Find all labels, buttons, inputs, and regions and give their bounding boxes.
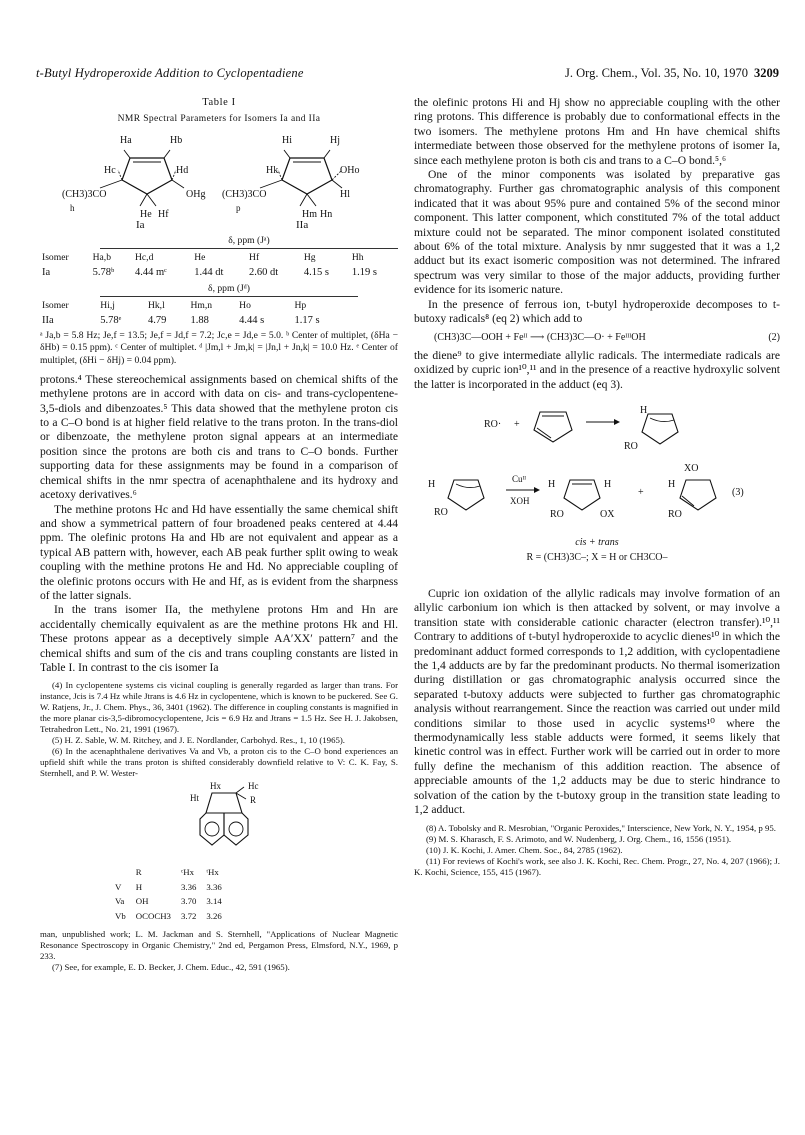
scheme-ro-top: RO xyxy=(624,441,638,453)
label-hm: Hm xyxy=(302,208,317,220)
table-cell: Ia xyxy=(42,266,51,278)
footnote-11: (11) For reviews of Kochi's work, see also J. K. Kochi, Rec. Chem. Progr., 27, No. 4, 207 (1966); J. K. Kochi, Science, 155, 415 (1967). xyxy=(414,856,780,878)
table-cell: 3.72 xyxy=(180,910,197,921)
label-hl: Hl xyxy=(340,188,350,200)
table-header-cell: Hf xyxy=(249,252,260,264)
footnote-8: (8) A. Tobolsky and R. Mesrobian, "Organic Peroxides," Interscience, New York, N. Y., 1954, p 95. xyxy=(426,823,777,834)
scheme-r-definition: R = (CH3)3C–; X = H or CH3CO– xyxy=(526,551,668,563)
table-header-cell: Isomer xyxy=(42,252,69,264)
paragraph: The methine protons Hc and Hd have essentially the same chemical shift and show a symmetrical pattern of four broadened peaks centered at 4.44 ppm. The olefinic protons Ha and Hb are not equivalent and appear as a typical AB pattern with, however, each AB peak further split owing to weak coupling with the methine protons He and Hd. No appreciable coupling of the olefinic protons occurs with He and Hf, as is evident from the sharpness of the latter signals. xyxy=(40,502,398,602)
table-cell: V xyxy=(115,881,122,892)
footnote-6-cont: man, unpublished work; L. M. Jackman and S. Sternhell, "Applications of Nuclear Magnetic Resonance Spectroscopy in Organic Chemistry," 2nd ed, Pergamon Press, Elmsford, N.Y., 1969, p 233. xyxy=(40,929,398,962)
paragraph: Cupric ion oxidation of the allylic radicals may involve formation of an allylic carbonium ion which is then attacked by solvent, or may involve a transition state with considerable cationic character (electron transfer).¹⁰,¹¹ Contrary to additions of t-butyl hydroperoxide to acyclic dienes¹⁰ in which the predominant adduct formed corresponds to 1,2 addition, with cyclopentadiene the 1,4 adducts are by far the predominant products. No thermal isomerization during distillation or gas chromatographic analysis occurred since the separated t-butoxy adducts were subjected to further gas chromatographic analysis without rearrangement. Since the reaction was carried out under mild conditions similar to those used in acyclic systems¹⁰ where the thermodynamically less stable adducts were formed, it seems likely that kinetic control was in effect. Further work will be carried out in order to more fully define the mechanism of this addition reaction. The absence of appreciable amounts of the 1,2 adducts may be due to steric hindrance to solvation of the cation by the t-butoxy group in the transition state leading to 1,2 adduct. xyxy=(414,586,780,817)
scheme-plus-1: + xyxy=(514,419,520,431)
scheme-h-left: H xyxy=(428,479,436,491)
table-cell: 3.36 xyxy=(206,881,222,892)
label-hx-v: Hx xyxy=(210,781,221,792)
page-number: 3209 xyxy=(754,66,779,80)
table-header-cell: ᶜHx xyxy=(180,867,194,878)
table-cell: 2.60 dt xyxy=(249,266,279,278)
table-row xyxy=(110,865,227,879)
table-header-cell: He xyxy=(194,252,206,264)
left-column xyxy=(40,96,398,973)
running-header-right xyxy=(565,66,779,81)
label-ha: Ha xyxy=(120,134,132,146)
scheme-number: (3) xyxy=(732,487,744,499)
table-header-cell: Hh xyxy=(351,252,364,264)
reaction-scheme-3 xyxy=(414,400,780,550)
table-cell: 5.78ᵉ xyxy=(100,314,122,326)
footnote-4: (4) In cyclopentene systems cis vicinal coupling is generally regarded as larger than trans. For instance, Jcis is 7.4 Hz while Jtrans is 4.6 Hz in cyclopentene, which is known to be puckered. See G. W. Ratjens, Jr., J. Chem. Phys., 36, 3401 (1962). The difference in coupling constants is magnified in the more planar cis-3,5-dibromocyclopentene, Jcis = 6.9 Hz and Jtrans = 1.5 Hz. See H. J. Jakobsen, Tetrahedron Lett., No. 21, 1991 (1967). xyxy=(40,680,398,735)
label-tbuo-iia: (CH3)3CO xyxy=(222,188,267,200)
nmr-table-iia xyxy=(40,299,348,328)
table-row xyxy=(110,909,227,923)
table-cell: H xyxy=(135,881,143,892)
label-hc-v: Hc xyxy=(248,781,259,792)
paragraph: the olefinic protons Hi and Hj show no appreciable coupling with the other ring protons. This difference is probably due to conformational effects in the two isomers. The methylene protons Hm and Hn have chemical shifts intermediate between those observed for the methylene protons of isomer Ia, since each methylene proton is both cis and trans to a C–O bond.⁵,⁶ xyxy=(414,96,780,167)
table-row xyxy=(40,299,348,313)
label-hb: Hb xyxy=(170,134,183,146)
scheme-ro-prod1: RO xyxy=(550,509,564,521)
scheme-h-top: H xyxy=(640,405,648,417)
footnote-6: (6) In the acenaphthalene derivatives Va and Vb, a proton cis to the C–O bond experiences an upfield shift while the trans proton is shifted considerably downfield relative to V: C. K. Fay, S. Sternhell, and P. W. Wester- xyxy=(40,746,398,779)
equation-2-text: (CH3)3C—OOH + Feᴵᴵ ⟶ (CH3)3C—O· + FeᴵᴵᴵOH xyxy=(434,331,646,343)
tag-h: h xyxy=(70,202,75,213)
label-hn: Hn xyxy=(320,208,333,220)
table-header-cell: Hc,d xyxy=(134,252,154,264)
scheme-caption: cis + trans xyxy=(575,537,619,549)
table-row xyxy=(110,894,227,908)
label-iia: IIa xyxy=(296,218,309,231)
table-header-cell: Hg xyxy=(303,252,316,264)
structure-v-drawing xyxy=(160,779,300,865)
equation-2 xyxy=(414,331,780,345)
table-header-cell: R xyxy=(135,867,142,878)
running-header-left: t-Butyl Hydroperoxide Addition to Cyclopentadiene xyxy=(36,66,304,80)
table-cell: 3.26 xyxy=(206,910,222,921)
paragraph: protons.⁴ These stereochemical assignments based on chemical shifts of the methylene protons are in accord with data on cis- and trans-cyclopentene-3,5-diols and dibenzoates.⁵ This data showed that the methylene proton cis to a C–O bond is at higher field relative to the trans proton. In the trans-diol or dibenzoate, the methylene proton signal appears at an intermediate position since the protons are both cis and trans to C–O bonds. Further supporting data for these assignments may be found in a comparison of chemical shifts in the nmr spectra of acenaphthalene and its hydroxy and acetoxy derivatives.⁶ xyxy=(40,372,398,502)
table-header-cell xyxy=(110,865,131,879)
scheme-drawing xyxy=(414,400,780,550)
acenaphthene-structure xyxy=(40,779,398,865)
paragraph: In the trans isomer IIa, the methylene protons Hm and Hn are accidentally chemically equivalent as are the methine protons Hk and Hl. These protons appear as a deceptively simple AA′XX′ pattern⁷ and the chemical shifts and sum of the cis and trans coupling constants are listed in Table I. In contrast to the cis isomer Ia xyxy=(40,603,398,674)
ppm-header-1: δ, ppm (Jᵃ) xyxy=(100,234,398,249)
tag-p: p xyxy=(236,202,241,213)
nmr-table-ia xyxy=(40,251,398,280)
label-r-v: R xyxy=(250,795,257,806)
table-cell: 4.44 s xyxy=(239,314,265,326)
paragraph: One of the minor components was isolated by preparative gas chromatography. Further gas chromatographic analysis of this component indicated that it was about 95% pure and contained 5% of the second minor component. This latter component, which constituted 7% of the total adduct mixture could not be separated. The minor component isolated constituted about 6% of the total mixture. Analysis by nmr suggested that it was a 1,2 adduct but its exact isomeric composition was not determined. The infrared spectrum was very similar to those of the major adducts, providing further evidence for its isomeric nature. xyxy=(414,168,780,297)
table-cell: Vb xyxy=(115,910,126,921)
scheme-h-prod1b: H xyxy=(604,479,612,491)
table-cell: 1.44 dt xyxy=(194,266,224,278)
table-cell: OH xyxy=(135,896,149,907)
ppm-header-2: δ, ppm (Jᵈ) xyxy=(100,282,358,297)
table-cell: 1.17 s xyxy=(294,314,320,326)
label-he: He xyxy=(140,208,152,220)
table-header-cell: Ha,b xyxy=(92,252,112,264)
equation-2-number: (2) xyxy=(768,331,780,343)
table-header-cell: Hp xyxy=(294,300,307,312)
table-row xyxy=(40,266,398,280)
footnote-9: (9) M. S. Kharasch, F. S. Arimoto, and W. Nudenberg, J. Org. Chem., 16, 1556 (1951). xyxy=(426,834,732,845)
scheme-plus-2: + xyxy=(638,487,644,499)
table-row xyxy=(110,880,227,894)
table-caption: Table I xyxy=(202,97,236,108)
footnote-5: (5) H. Z. Sable, W. M. Ritchey, and J. E. Nordlander, Carbohyd. Res., 1, 10 (1965). xyxy=(52,735,345,746)
footnote-10: (10) J. K. Kochi, J. Amer. Chem. Soc., 84, 2785 (1962). xyxy=(426,845,623,856)
v-derivatives-table xyxy=(110,865,227,923)
scheme-h-prod2: H xyxy=(668,479,676,491)
label-hk: Hk xyxy=(266,164,279,176)
label-ht-v: Ht xyxy=(190,793,199,804)
table-footnote: ᵃ Ja,b = 5.8 Hz; Je,f = 13.5; Je,f = Jd,f = 7.2; Jc,e = Jd,e = 5.0. ᵇ Center of multiplet, (δHa − δHb) = 0.15 ppm). ᶜ Center of multiplet. ᵈ |Jm,l + Jm,k| = |Jn,l + Jn,k| = 10.0 Hz. ᵉ Center of multiplet, (δHi − δHj) = 0.04 ppm). xyxy=(40,330,398,366)
paragraph: In the presence of ferrous ion, t-butyl hydroperoxide decomposes to t-butoxy radicals⁸ (eq 2) which add to xyxy=(414,297,780,326)
scheme-h-prod1: H xyxy=(548,479,556,491)
label-oh-ia: OHg xyxy=(186,188,206,200)
scheme-ro-radical: RO· xyxy=(484,419,502,431)
table-cell: Va xyxy=(115,896,125,907)
paragraph: the diene⁹ to give intermediate allylic radicals. The intermediate radicals are oxidized by cupric ion¹⁰,¹¹ and in the presence of a reactive hydroxylic solvent the latter is incorporated in the adduct (eq 3). xyxy=(414,348,780,391)
label-tbuo-ia: (CH3)3CO xyxy=(62,188,107,200)
right-column xyxy=(414,96,780,878)
table-header-cell: Ho xyxy=(239,300,251,312)
scheme-ro-left: RO xyxy=(434,507,448,519)
table-cell: 1.88 xyxy=(190,314,209,326)
table-cell: 3.70 xyxy=(180,896,197,907)
table-cell: 4.44 mᶜ xyxy=(134,266,167,278)
table-subtitle: NMR Spectral Parameters for Isomers Ia and IIa xyxy=(117,114,321,125)
table-cell: OCOCH3 xyxy=(135,910,171,921)
table-row xyxy=(40,314,348,328)
journal-citation: J. Org. Chem., Vol. 35, No. 10, 1970 xyxy=(564,66,748,80)
table-cell: 5.78ᵇ xyxy=(92,266,115,278)
scheme-ox-prod1: OX xyxy=(600,509,615,521)
table-header-cell: Hi,j xyxy=(100,300,115,312)
scheme-ro-prod2: RO xyxy=(668,509,682,521)
footnote-7: (7) See, for example, E. D. Becker, J. Chem. Educ., 42, 591 (1965). xyxy=(52,962,290,973)
table-structures xyxy=(40,130,398,230)
table-row xyxy=(40,251,398,265)
table-cell: 3.14 xyxy=(206,896,222,907)
label-hi: Hi xyxy=(282,134,292,146)
label-hj-top: Hj xyxy=(330,134,340,146)
label-ia: Ia xyxy=(136,218,145,231)
table-cell: IIa xyxy=(42,314,54,326)
table-header-cell: Isomer xyxy=(42,300,69,312)
table-cell: 3.36 xyxy=(180,881,197,892)
table-header-cell: ᵗHx xyxy=(206,867,219,878)
scheme-cu: Cuᴵᴵ xyxy=(512,474,527,485)
scheme-xoh: XOH xyxy=(510,496,530,507)
table-cell: 4.79 xyxy=(147,314,167,326)
label-ho: OHo xyxy=(340,164,360,176)
table-cell: 1.19 s xyxy=(351,266,377,278)
table-cell: 4.15 s xyxy=(303,266,329,278)
scheme-xo: XO xyxy=(684,463,699,475)
table-header-cell: Hk,l xyxy=(147,300,165,312)
label-hf: Hf xyxy=(158,208,169,220)
table-header-cell: Hm,n xyxy=(190,300,213,312)
label-hc: Hc xyxy=(104,164,116,176)
label-hd: Hd xyxy=(176,164,189,176)
